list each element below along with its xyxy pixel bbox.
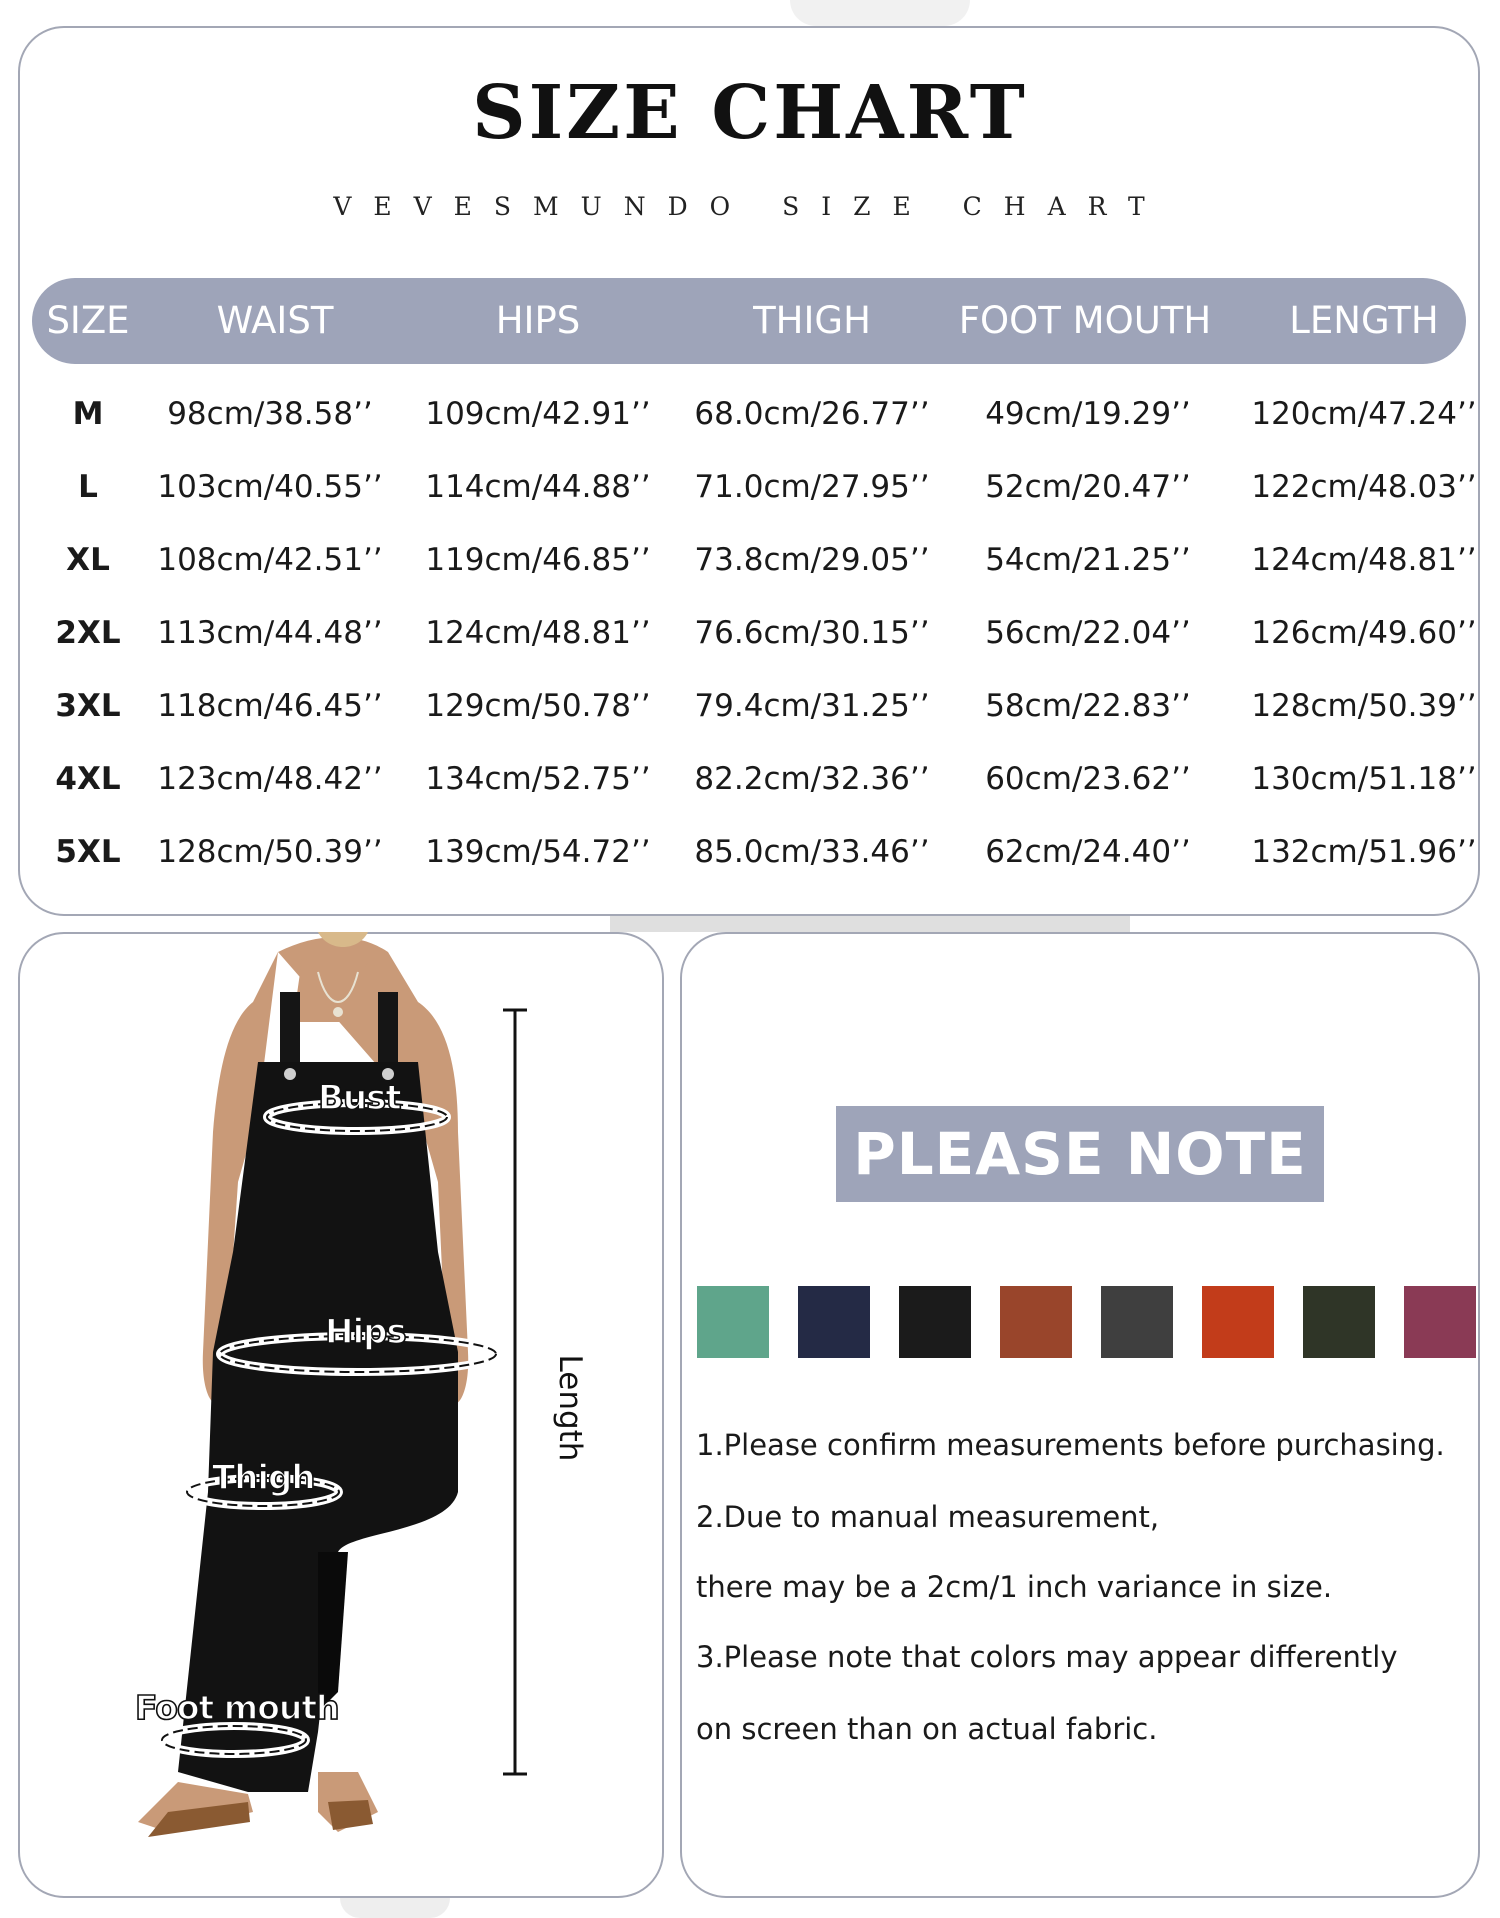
color-swatch (798, 1286, 870, 1358)
cell-length: 126cm/49.60’’ (1251, 615, 1477, 651)
brand-subtitle: VEVESMUNDO SIZE CHART (333, 192, 1167, 221)
cell-foot-mouth: 49cm/19.29’’ (985, 396, 1191, 432)
color-swatch (1404, 1286, 1476, 1358)
header-size: SIZE (46, 299, 130, 342)
cell-length: 120cm/47.24’’ (1251, 396, 1477, 432)
header-waist: WAIST (216, 299, 334, 342)
cell-foot-mouth: 60cm/23.62’’ (985, 761, 1191, 797)
color-swatch (1303, 1286, 1375, 1358)
cell-size: 4XL (55, 761, 121, 797)
cell-waist: 103cm/40.55’’ (157, 469, 383, 505)
color-swatch (1000, 1286, 1072, 1358)
cell-thigh: 76.6cm/30.15’’ (694, 615, 930, 651)
cell-waist: 113cm/44.48’’ (157, 615, 383, 651)
cell-foot-mouth: 56cm/22.04’’ (985, 615, 1191, 651)
color-swatch (1101, 1286, 1173, 1358)
cell-hips: 119cm/46.85’’ (425, 542, 651, 578)
cell-size: XL (66, 542, 110, 578)
cell-foot-mouth: 52cm/20.47’’ (985, 469, 1191, 505)
cell-thigh: 79.4cm/31.25’’ (694, 688, 930, 724)
cell-size: L (78, 469, 98, 505)
header-hips: HIPS (495, 299, 581, 342)
cell-thigh: 71.0cm/27.95’’ (694, 469, 930, 505)
cell-waist: 108cm/42.51’’ (157, 542, 383, 578)
cell-waist: 123cm/48.42’’ (157, 761, 383, 797)
header-length: LENGTH (1289, 299, 1439, 342)
cell-size: 2XL (55, 615, 121, 651)
cell-waist: 98cm/38.58’’ (167, 396, 373, 432)
color-swatch (1202, 1286, 1274, 1358)
cell-length: 128cm/50.39’’ (1251, 688, 1477, 724)
please-note-badge: PLEASE NOTE (836, 1106, 1324, 1202)
cell-hips: 124cm/48.81’’ (425, 615, 651, 651)
cell-thigh: 82.2cm/32.36’’ (694, 761, 930, 797)
cell-length: 122cm/48.03’’ (1251, 469, 1477, 505)
cell-thigh: 73.8cm/29.05’’ (694, 542, 930, 578)
cell-waist: 128cm/50.39’’ (157, 834, 383, 870)
cell-waist: 118cm/46.45’’ (157, 688, 383, 724)
note-line-1: 1.Please confirm measurements before purchasing. (696, 1428, 1445, 1462)
cell-hips: 109cm/42.91’’ (425, 396, 651, 432)
length-label: Length (552, 1354, 588, 1462)
hips-label: Hips (325, 1312, 406, 1352)
cell-hips: 114cm/44.88’’ (425, 469, 651, 505)
cell-size: M (72, 396, 104, 432)
thigh-label: Thigh (212, 1458, 315, 1498)
cell-length: 130cm/51.18’’ (1251, 761, 1477, 797)
cell-foot-mouth: 54cm/21.25’’ (985, 542, 1191, 578)
cell-foot-mouth: 62cm/24.40’’ (985, 834, 1191, 870)
cell-thigh: 68.0cm/26.77’’ (694, 396, 930, 432)
cell-size: 3XL (55, 688, 121, 724)
cell-foot-mouth: 58cm/22.83’’ (985, 688, 1191, 724)
please-note-panel (680, 932, 1480, 1898)
note-line-5: on screen than on actual fabric. (696, 1712, 1158, 1746)
cell-hips: 134cm/52.75’’ (425, 761, 651, 797)
background-photo-bottom (340, 1898, 450, 1918)
cell-hips: 129cm/50.78’’ (425, 688, 651, 724)
bust-label: Bust (318, 1078, 401, 1118)
foot-mouth-label: Foot mouth (135, 1688, 339, 1727)
color-swatch (899, 1286, 971, 1358)
note-line-2: 2.Due to manual measurement, (696, 1500, 1160, 1534)
cell-thigh: 85.0cm/33.46’’ (694, 834, 930, 870)
cell-length: 124cm/48.81’’ (1251, 542, 1477, 578)
note-line-3: there may be a 2cm/1 inch variance in size. (696, 1570, 1333, 1604)
cell-length: 132cm/51.96’’ (1251, 834, 1477, 870)
page-title: SIZE CHART (472, 70, 1028, 156)
header-thigh: THIGH (753, 299, 871, 342)
cell-size: 5XL (55, 834, 121, 870)
note-line-4: 3.Please note that colors may appear differently (696, 1640, 1398, 1674)
color-swatch (697, 1286, 769, 1358)
header-foot-mouth: FOOT MOUTH (958, 299, 1212, 342)
background-photo-top (790, 0, 970, 26)
cell-hips: 139cm/54.72’’ (425, 834, 651, 870)
